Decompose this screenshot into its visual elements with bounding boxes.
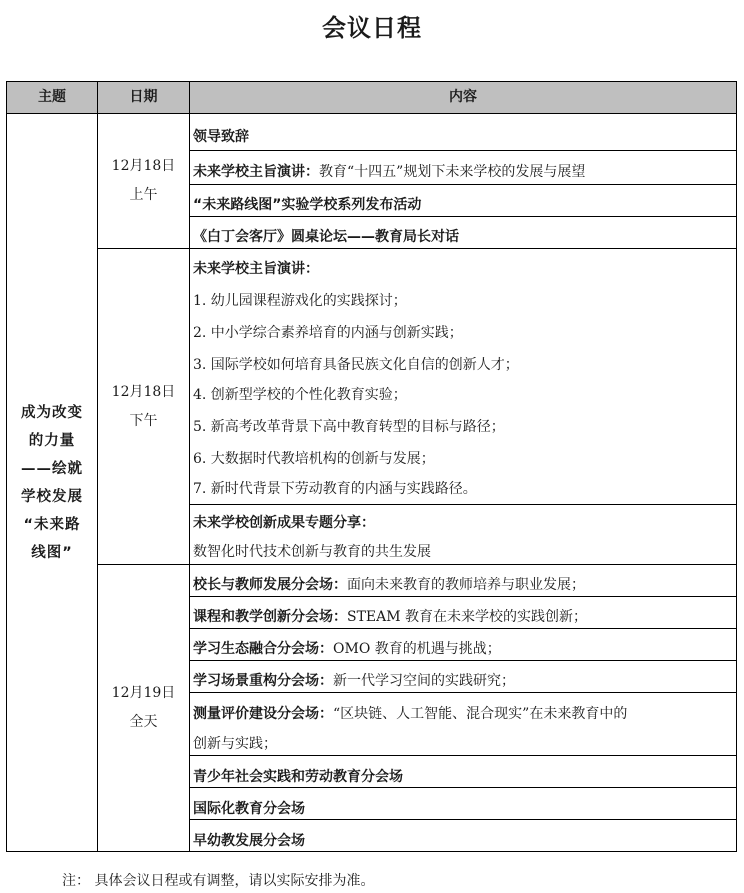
row-divider bbox=[190, 596, 736, 597]
footnote: 注： 具体会议日程或有调整，请以实际安排为准。 bbox=[62, 873, 375, 889]
date-text: 12月19日 bbox=[111, 685, 176, 701]
agenda-item: 4. 创新型学校的个性化教育实验； bbox=[193, 387, 407, 403]
agenda-item: 《白丁会客厅》圆桌论坛——教育局长对话 bbox=[193, 229, 459, 245]
theme-line: 的力量 bbox=[28, 433, 76, 449]
agenda-item: “未来路线图”实验学校系列发布活动 bbox=[193, 197, 422, 213]
date-period: 全天 bbox=[129, 714, 158, 730]
theme-line: 成为改变 bbox=[21, 405, 83, 421]
header-content: 内容 bbox=[449, 89, 477, 105]
agenda-item: 5. 新高考改革背景下高中教育转型的目标与路径； bbox=[193, 419, 505, 435]
theme-line: ——绘就 bbox=[21, 461, 83, 477]
row-divider bbox=[190, 216, 736, 217]
date-text: 12月18日 bbox=[111, 383, 176, 400]
theme-line: 线图” bbox=[31, 545, 73, 561]
date-period: 上午 bbox=[129, 187, 158, 203]
row-divider bbox=[190, 819, 736, 820]
agenda-item: 国际化教育分会场 bbox=[193, 801, 305, 817]
row-divider bbox=[190, 787, 736, 788]
agenda-item: 青少年社会实践和劳动教育分会场 bbox=[193, 769, 403, 785]
agenda-item: 课程和教学创新分会场：STEAM 教育在未来学校的实践创新； bbox=[193, 609, 588, 625]
agenda-item: 学习生态融合分会场：OMO 教育的机遇与挑战； bbox=[193, 641, 501, 657]
section-divider bbox=[98, 248, 736, 249]
theme-cell bbox=[7, 114, 97, 852]
agenda-item: 未来学校创新成果专题分享： bbox=[193, 515, 375, 531]
agenda-item: 领导致辞 bbox=[193, 129, 249, 145]
agenda-item: 未来学校主旨演讲：教育“十四五”规划下未来学校的发展与展望 bbox=[193, 164, 586, 180]
divider bbox=[189, 82, 190, 851]
row-divider bbox=[190, 184, 736, 185]
agenda-item: 创新与实践； bbox=[193, 736, 277, 752]
date-cell bbox=[98, 114, 189, 248]
agenda-item: 7. 新时代背景下劳动教育的内涵与实践路径。 bbox=[193, 481, 477, 497]
date-period: 下午 bbox=[129, 412, 158, 429]
row-divider bbox=[190, 150, 736, 151]
table-header bbox=[7, 82, 736, 114]
agenda-item: 3. 国际学校如何培育具备民族文化自信的创新人才； bbox=[193, 357, 519, 373]
agenda-item: 6. 大数据时代教培机构的创新与发展； bbox=[193, 451, 435, 467]
row-divider bbox=[190, 755, 736, 756]
header-theme: 主题 bbox=[38, 89, 66, 105]
theme-line: 学校发展 bbox=[21, 489, 83, 505]
agenda-item: 1. 幼儿园课程游戏化的实践探讨； bbox=[193, 293, 407, 309]
row-divider bbox=[190, 692, 736, 693]
row-divider bbox=[190, 660, 736, 661]
header-date: 日期 bbox=[129, 89, 158, 105]
date-cell bbox=[98, 249, 189, 564]
row-divider bbox=[190, 628, 736, 629]
agenda-item: 学习场景重构分会场：新一代学习空间的实践研究； bbox=[193, 673, 515, 689]
theme-line: “未来路 bbox=[23, 517, 81, 533]
agenda-item: 数智化时代技术创新与教育的共生发展 bbox=[193, 544, 431, 560]
agenda-item: 测量评价建设分会场：“区块链、人工智能、混合现实”在未来教育中的 bbox=[193, 706, 628, 722]
page-title: 会议日程 bbox=[322, 14, 422, 42]
agenda-item: 2. 中小学综合素养培育的内涵与创新实践； bbox=[193, 325, 463, 341]
section-divider bbox=[98, 564, 736, 565]
date-text: 12月18日 bbox=[111, 158, 176, 174]
row-divider bbox=[190, 504, 736, 505]
agenda-item: 早幼教发展分会场 bbox=[193, 833, 305, 849]
agenda-item: 校长与教师发展分会场：面向未来教育的教师培养与职业发展； bbox=[193, 577, 585, 593]
date-cell bbox=[98, 565, 189, 851]
agenda-item: 未来学校主旨演讲： bbox=[193, 261, 319, 277]
